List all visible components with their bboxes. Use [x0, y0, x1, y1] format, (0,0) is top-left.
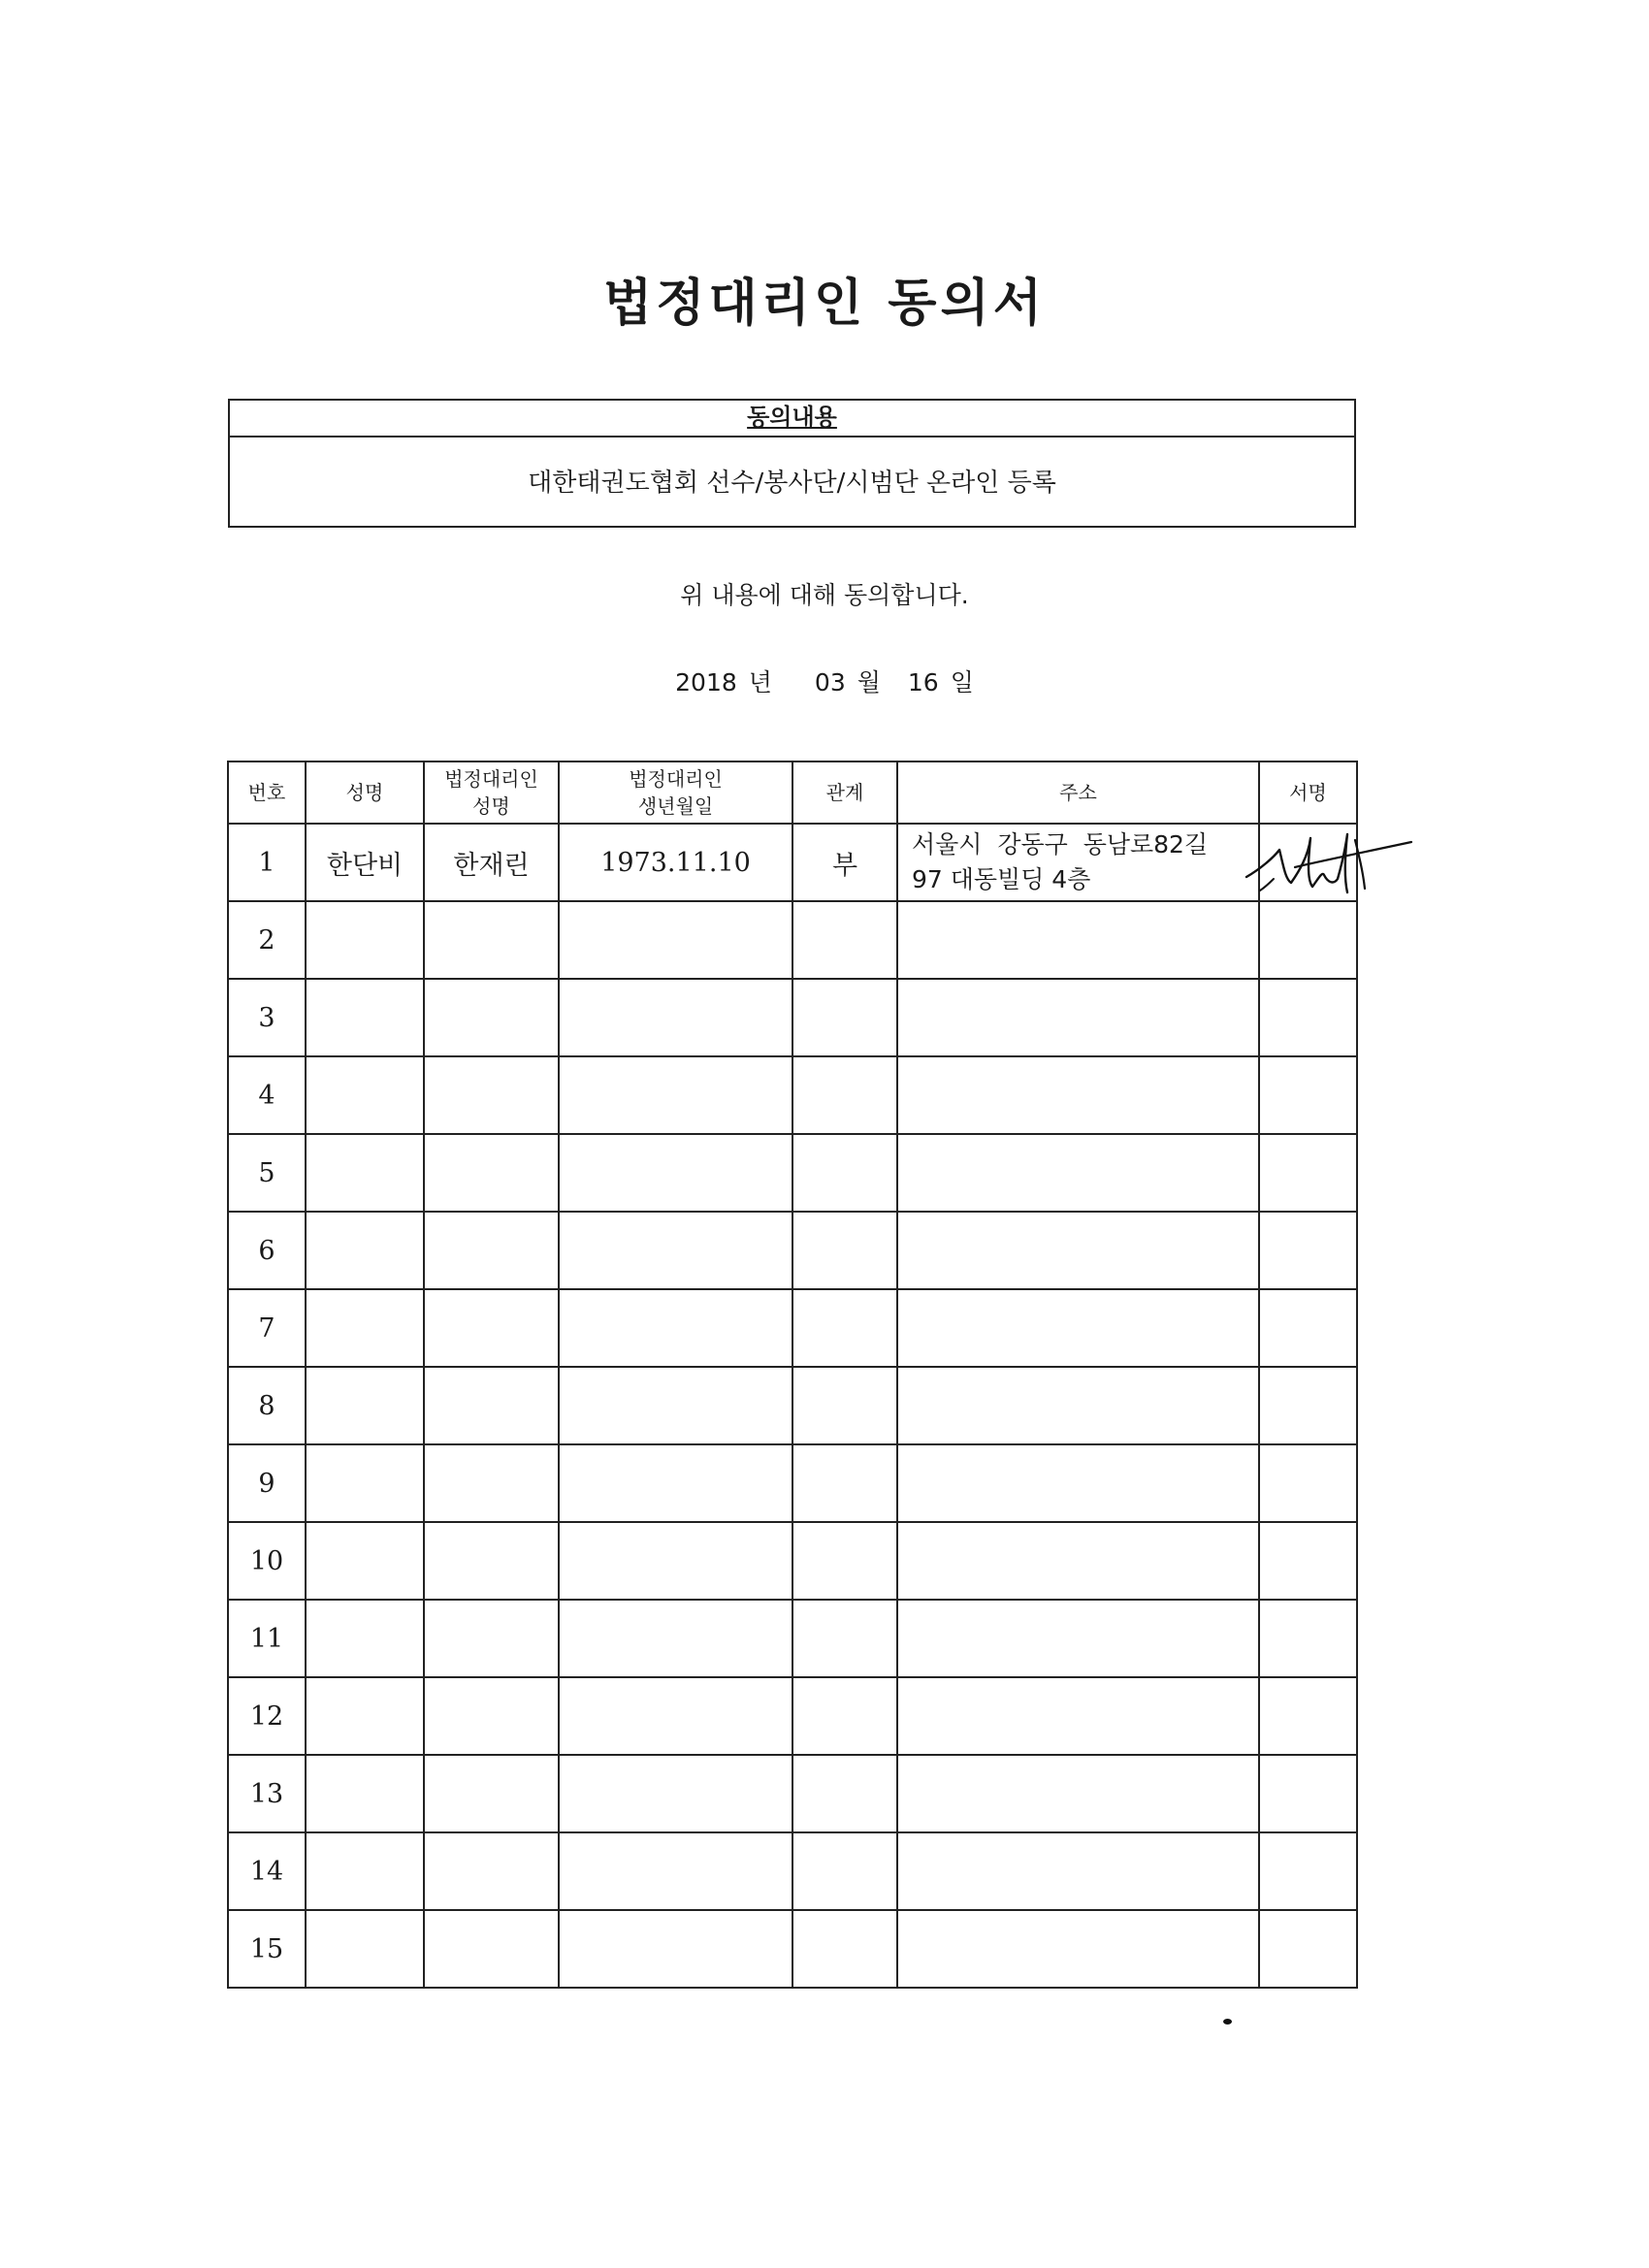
row-guardian-name-cell [424, 1056, 559, 1134]
header-address: 주소 [897, 761, 1259, 824]
row-address-cell [897, 1367, 1259, 1444]
ink-dot [1223, 2019, 1232, 2025]
row-number-cell: 15 [228, 1910, 306, 1988]
row-number-cell: 8 [228, 1367, 306, 1444]
row-number-cell: 12 [228, 1677, 306, 1755]
row-relation-cell [792, 1289, 897, 1367]
row-relation-cell [792, 1910, 897, 1988]
row-guardian-birth-cell [559, 1212, 792, 1289]
row-address-cell [897, 1910, 1259, 1988]
row-guardian-name-cell [424, 1289, 559, 1367]
row-name-cell [306, 1367, 424, 1444]
header-guardian-birth-line1: 법정대리인 [629, 767, 723, 791]
table-row [228, 979, 1357, 1056]
row-name-cell [306, 1134, 424, 1212]
table-row [228, 1755, 1357, 1832]
consent-box [228, 399, 1356, 528]
handwritten-signature [1241, 811, 1425, 908]
table-row [228, 901, 1357, 979]
row-guardian-birth-cell [559, 1677, 792, 1755]
row-relation-cell: 부 [792, 824, 897, 901]
row-name-cell [306, 901, 424, 979]
row-address-line2: 97 대동빌딩 4층 [912, 865, 1091, 893]
row-signature-cell [1259, 1522, 1357, 1600]
row-signature-cell [1259, 1212, 1357, 1289]
row-signature-cell [1259, 1367, 1357, 1444]
row-address-cell [897, 1212, 1259, 1289]
row-relation-cell [792, 979, 897, 1056]
row-number-cell: 1 [228, 824, 306, 901]
row-number-cell: 10 [228, 1522, 306, 1600]
row-name-cell: 한단비 [306, 824, 424, 901]
row-guardian-birth-cell [559, 1367, 792, 1444]
row-name-cell [306, 1832, 424, 1910]
row-name-cell [306, 1444, 424, 1522]
date-month-unit: 월 [857, 668, 881, 697]
row-name-cell [306, 1910, 424, 1988]
table-row [228, 1522, 1357, 1600]
row-number-cell: 9 [228, 1444, 306, 1522]
row-guardian-birth-cell [559, 979, 792, 1056]
header-guardian-birth-line2: 생년월일 [637, 794, 714, 818]
row-guardian-birth-cell [559, 1832, 792, 1910]
row-address-line1: 서울시 강동구 동남로82길 [912, 830, 1209, 859]
row-signature-cell [1259, 979, 1357, 1056]
row-signature-cell [1259, 1289, 1357, 1367]
row-address-cell [897, 1444, 1259, 1522]
row-address-cell [897, 1755, 1259, 1832]
date-day-unit: 일 [950, 668, 974, 697]
row-guardian-birth-cell [559, 1289, 792, 1367]
table-body [228, 824, 1357, 1988]
consent-header: 동의내용 [230, 401, 1354, 437]
date-day: 16 [907, 668, 939, 697]
row-address-cell [897, 901, 1259, 979]
row-address-cell [897, 1600, 1259, 1677]
row-number-cell: 13 [228, 1755, 306, 1832]
row-name-cell [306, 1755, 424, 1832]
row-address-cell [897, 1832, 1259, 1910]
header-name: 성명 [306, 761, 424, 824]
table-row [228, 1212, 1357, 1289]
row-address-cell [897, 1522, 1259, 1600]
row-name-cell [306, 1522, 424, 1600]
table-row [228, 824, 1357, 901]
row-guardian-name-cell [424, 901, 559, 979]
row-signature-cell [1259, 1755, 1357, 1832]
date-year-unit: 년 [748, 668, 772, 697]
row-number-cell: 3 [228, 979, 306, 1056]
row-guardian-birth-cell [559, 1522, 792, 1600]
row-number-cell: 11 [228, 1600, 306, 1677]
row-signature-cell [1259, 1056, 1357, 1134]
row-guardian-birth-cell [559, 1910, 792, 1988]
row-address-cell [897, 1677, 1259, 1755]
row-number-cell: 14 [228, 1832, 306, 1910]
row-signature-cell [1259, 1910, 1357, 1988]
row-guardian-name-cell [424, 1367, 559, 1444]
table-row [228, 1600, 1357, 1677]
row-relation-cell [792, 1367, 897, 1444]
row-signature-cell [1259, 1444, 1357, 1522]
row-signature-cell [1259, 1832, 1357, 1910]
row-address-cell [897, 979, 1259, 1056]
row-number-cell: 7 [228, 1289, 306, 1367]
row-number-cell: 5 [228, 1134, 306, 1212]
header-guardian-birth [559, 761, 792, 824]
header-signature: 서명 [1259, 761, 1357, 824]
row-guardian-name-cell [424, 1755, 559, 1832]
row-guardian-birth-cell [559, 1444, 792, 1522]
row-guardian-name-cell [424, 1444, 559, 1522]
header-guardian-name-line2: 성명 [472, 794, 510, 818]
date-year: 2018 [675, 668, 737, 697]
row-name-cell [306, 1056, 424, 1134]
header-relation: 관계 [792, 761, 897, 824]
row-guardian-birth-cell [559, 1056, 792, 1134]
table-row [228, 1367, 1357, 1444]
row-address-cell [897, 824, 1259, 901]
row-guardian-name-cell [424, 1522, 559, 1600]
page-title: 법정대리인 동의서 [603, 275, 1046, 333]
row-name-cell [306, 1600, 424, 1677]
row-signature-cell [1259, 901, 1357, 979]
header-guardian-name-line1: 법정대리인 [444, 767, 538, 791]
row-name-cell [306, 1289, 424, 1367]
consent-body: 대한태권도협회 선수/봉사단/시범단 온라인 등록 [528, 469, 1056, 498]
row-relation-cell [792, 901, 897, 979]
table-row [228, 1056, 1357, 1134]
row-relation-cell [792, 1134, 897, 1212]
row-guardian-birth-cell [559, 1600, 792, 1677]
row-address-cell [897, 1289, 1259, 1367]
row-guardian-name-cell [424, 1600, 559, 1677]
header-guardian-name [424, 761, 559, 824]
date-line [0, 664, 1649, 698]
row-address-cell [897, 1134, 1259, 1212]
table-row [228, 1910, 1357, 1988]
row-signature-cell [1259, 1600, 1357, 1677]
row-guardian-birth-cell [559, 901, 792, 979]
row-signature-cell [1259, 1134, 1357, 1212]
row-signature-cell [1259, 1677, 1357, 1755]
row-number-cell: 2 [228, 901, 306, 979]
row-relation-cell [792, 1444, 897, 1522]
row-guardian-birth-cell: 1973.11.10 [559, 824, 792, 901]
table-row [228, 1134, 1357, 1212]
row-guardian-name-cell [424, 979, 559, 1056]
row-guardian-name-cell [424, 1910, 559, 1988]
row-relation-cell [792, 1056, 897, 1134]
row-signature-cell [1259, 824, 1357, 901]
row-relation-cell [792, 1600, 897, 1677]
table-header-row [228, 761, 1357, 824]
row-name-cell [306, 1677, 424, 1755]
row-guardian-birth-cell [559, 1755, 792, 1832]
row-name-cell [306, 1212, 424, 1289]
table-row [228, 1832, 1357, 1910]
row-address-cell [897, 1056, 1259, 1134]
row-relation-cell [792, 1522, 897, 1600]
row-guardian-name-cell [424, 1212, 559, 1289]
row-guardian-name-cell [424, 1134, 559, 1212]
row-guardian-name-cell: 한재린 [424, 824, 559, 901]
table-row [228, 1444, 1357, 1522]
table-row [228, 1289, 1357, 1367]
row-relation-cell [792, 1832, 897, 1910]
row-number-cell: 4 [228, 1056, 306, 1134]
agreement-statement: 위 내용에 대해 동의합니다. [680, 581, 969, 609]
row-name-cell [306, 979, 424, 1056]
row-number-cell: 6 [228, 1212, 306, 1289]
row-guardian-birth-cell [559, 1134, 792, 1212]
table-row [228, 1677, 1357, 1755]
row-relation-cell [792, 1755, 897, 1832]
row-relation-cell [792, 1212, 897, 1289]
header-number: 번호 [228, 761, 306, 824]
guardian-table [227, 761, 1358, 1989]
row-guardian-name-cell [424, 1832, 559, 1910]
row-relation-cell [792, 1677, 897, 1755]
date-month: 03 [814, 668, 846, 697]
row-guardian-name-cell [424, 1677, 559, 1755]
